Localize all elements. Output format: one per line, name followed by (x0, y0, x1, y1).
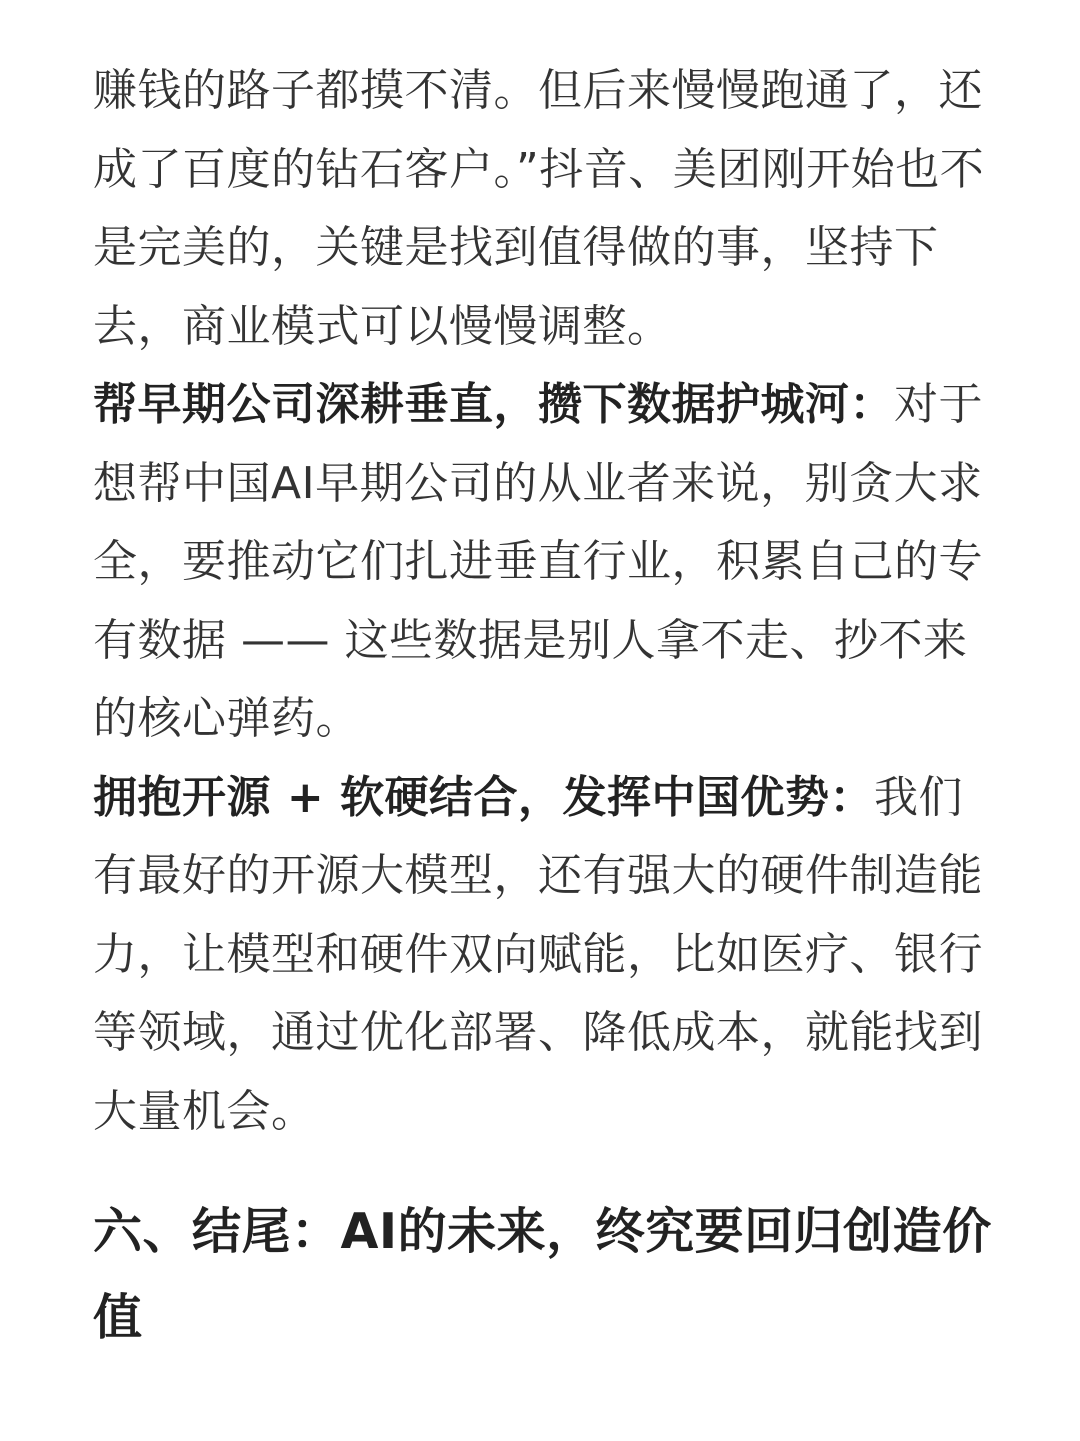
paragraph-text: 对于想帮中国AI早期公司的从业者来说，别贪大求全，要推动它们扎进垂直行业，积累自己的专有数据 —— 这些数据是别人拿不走、抄不来的核心弹药。 (93, 379, 983, 744)
paragraph-vertical-data-moat (93, 366, 993, 759)
paragraph-text: 我们有最好的开源大模型，还有强大的硬件制造能力，让模型和硬件双向赋能，比如医疗、银行等领域，通过优化部署、降低成本，就能找到大量机会。 (93, 771, 983, 1137)
paragraph-text: 赚钱的路子都摸不清。但后来慢慢跑通了，还成了百度的钻石客户。”抖音、美团刚开始也不是完美的，关键是找到值得做的事，坚持下去，商业模式可以慢慢调整。 (93, 65, 985, 352)
paragraph-open-source-hardware (93, 759, 993, 1152)
paragraph-business-model (93, 52, 993, 366)
paragraph-lead: 拥抱开源 + 软硬结合，发挥中国优势： (93, 771, 875, 823)
section-heading: 六、结尾：AI的未来，终究要回归创造价值 (93, 1203, 992, 1346)
article-body (93, 52, 993, 1361)
paragraph-lead: 帮早期公司深耕垂直，攒下数据护城河： (93, 379, 894, 430)
